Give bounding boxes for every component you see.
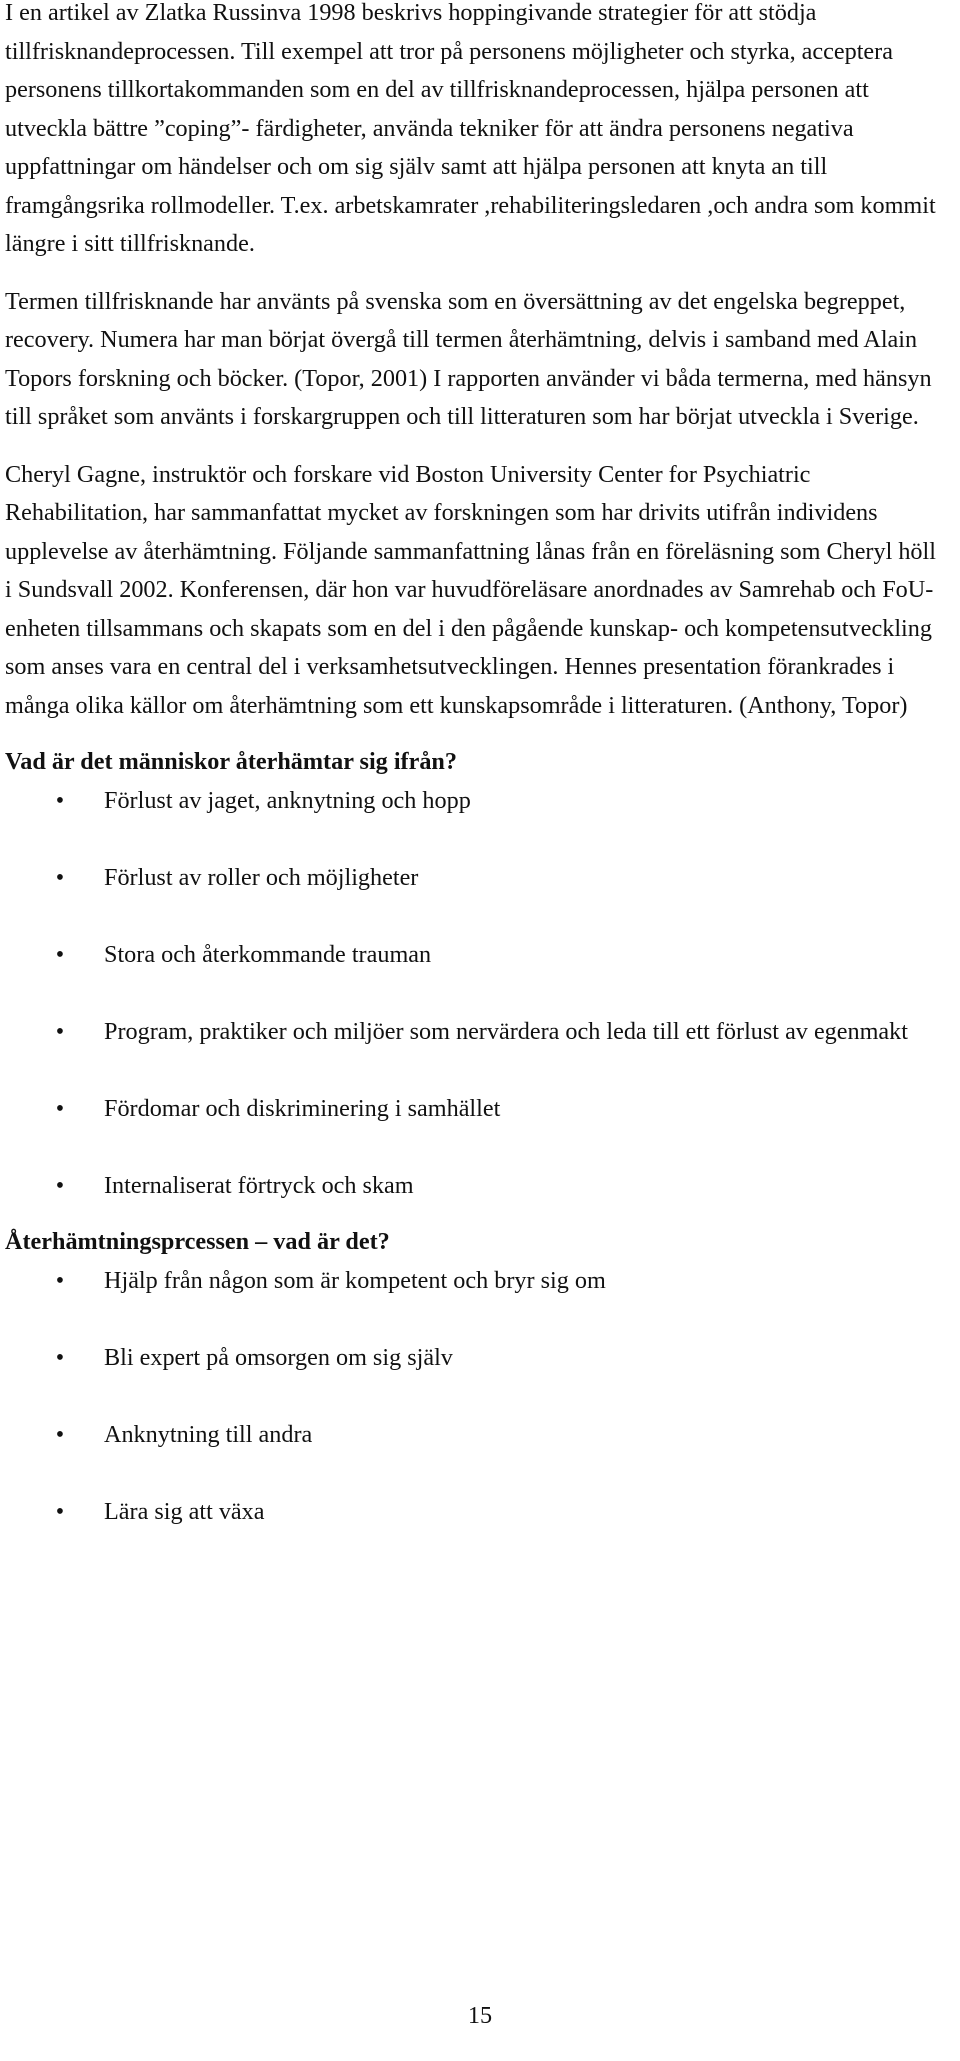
page-number: 15 [467,2002,493,2029]
list-item-text: Fördomar och diskriminering i samhället [104,1094,501,1122]
bullet-icon: • [55,1344,65,1371]
list-item [5,859,945,898]
list-item [5,1167,945,1206]
list-item [5,1493,945,1532]
bullet-icon: • [55,1172,65,1199]
bullet-icon: • [55,787,65,814]
list-item [5,1262,945,1301]
list-item-text: Lära sig att växa [104,1497,265,1525]
paragraph-gagne: Cheryl Gagne, instruktör och forskare vid Boston University Center for Psychiatric Rehabilitation, har sammanfattat mycket av forskningen som har drivits utifrån individens upplevelse av återhämtning. Följande sammanfattning lånas från en föreläsning som Cheryl höll i Sundsvall 2002. Konferensen, där hon var huvudföreläsare anordnades av Samrehab och FoU-enheten tillsammans och skapats som en del i den pågående kunskap- och kompetensutveckling som anses vara en central del i verksamhetsutvecklingen. Hennes presentation förankrades i många olika källor om återhämtning som ett kunskapsområde i litteraturen. (Anthony, Topor) [5,460,936,719]
list-item [5,1090,945,1129]
list-item-text: Förlust av roller och möjligheter [104,863,419,891]
bullet-icon: • [55,1018,65,1045]
list-item [5,1339,945,1378]
list-item-text: Internaliserat förtryck och skam [104,1171,414,1199]
bullet-icon: • [55,1421,65,1448]
list-item [5,936,945,975]
list-item-text: Anknytning till andra [104,1420,313,1448]
list-item-text: Stora och återkommande trauman [104,940,432,968]
list-item [5,1416,945,1455]
section-heading-recovery-process: Återhämtningsprcessen – vad är det? [5,1228,390,1255]
paragraph-terminology: Termen tillfrisknande har använts på svenska som en översättning av det engelska begreppet, recovery. Numera har man börjat övergå till termen återhämtning, delvis i samband med Alain Topors forskning och böcker. (Topor, 2001) I rapporten använder vi båda termerna, med hänsyn till språket som använts i forskargruppen och till litteraturen som har börjat utveckla i Sverige. [5,287,932,430]
list-item-text: Program, praktiker och miljöer som nervärdera och leda till ett förlust av egenmakt [104,1017,908,1045]
bullet-list-recovery-process [5,1262,945,1532]
bullet-list-recovery-from [5,782,945,1206]
document-page [5,0,945,1531]
list-item-text: Förlust av jaget, anknytning och hopp [104,786,471,814]
paragraph-russinva: I en artikel av Zlatka Russinva 1998 beskrivs hoppingivande strategier för att stödja tillfrisknandeprocessen. Till exempel att tror på personens möjligheter och styrka, acceptera personens tillkortakommanden som en del av tillfrisknandeprocessen, hjälpa personen att utveckla bättre ”coping”- färdigheter, använda tekniker för att ändra personens negativa uppfattningar om händelser och om sig själv samt att hjälpa personen att knyta an till framgångsrika rollmodeller. T.ex. arbetskamrater ,rehabiliteringsledaren ,och andra som kommit längre i sitt tillfrisknande. [5,0,936,257]
list-item-text: Bli expert på omsorgen om sig själv [104,1343,453,1371]
section-heading-recovery-from: Vad är det människor återhämtar sig ifrån? [5,748,457,775]
list-item [5,1013,945,1052]
list-item-text: Hjälp från någon som är kompetent och bryr sig om [104,1266,606,1294]
list-item [5,782,945,821]
bullet-icon: • [55,1498,65,1525]
bullet-icon: • [55,941,65,968]
bullet-icon: • [55,1095,65,1122]
bullet-icon: • [55,1267,65,1294]
bullet-icon: • [55,864,65,891]
